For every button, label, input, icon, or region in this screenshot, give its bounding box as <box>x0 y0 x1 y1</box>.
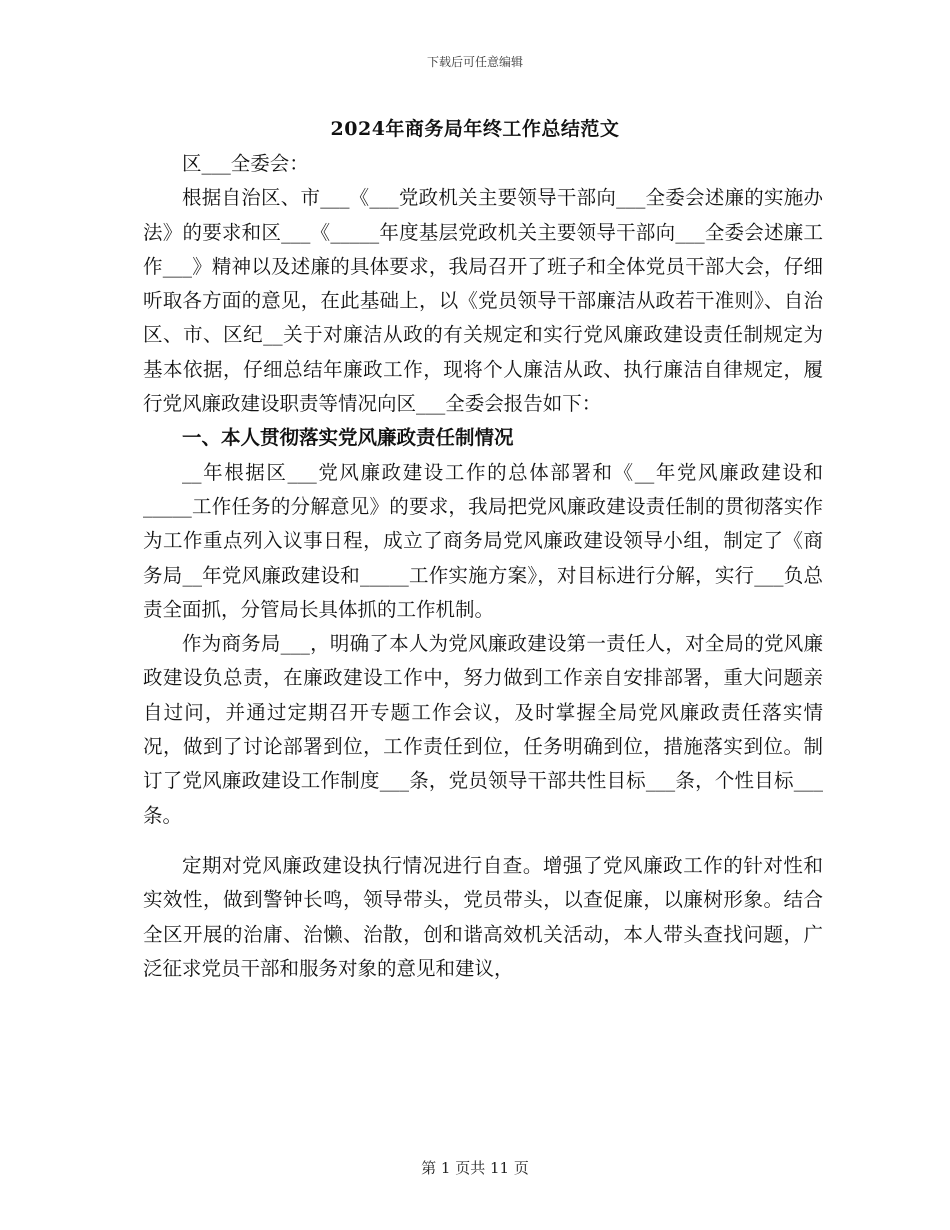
document-body <box>143 147 823 986</box>
paragraph-role: 作为商务局___，明确了本人为党风廉政建设第一责任人，对全局的党风廉政建设负总责，在廉政建设工作中，努力做到工作亲自安排部署，重大问题亲自过问，并通过定期召开专题工作会议，及时掌握全局党风廉政责任落实情况，做到了讨论部署到位，工作责任到位，任务明确到位，措施落实到位。制订了党风廉政建设工作制度___条，党员领导干部共性目标___条，个性目标___条。 <box>143 632 823 827</box>
header-note: 下载后可任意编辑 <box>426 55 523 69</box>
section-heading: 一、本人贯彻落实党风廉政责任制情况 <box>182 426 514 450</box>
page-number: 第 1 页共 11 页 <box>421 1159 529 1177</box>
paragraph-intro: 根据自治区、市___《___党政机关主要领导干部向___全委会述廉的实施办法》的要求和区___《_____年度基层党政机关主要领导干部向___全委会述廉工作___》精神以及述廉的具体要求，我局召开了班子和全体党员干部大会，仔细听取各方面的意见，在此基础上，以《党员领导干部廉洁从政若干准则》、自治区、市、区纪__关于对廉洁从政的有关规定和实行党风廉政建设责任制规定为基本依据，仔细总结年廉政工作，现将个人廉洁从政、执行廉洁自律规定，履行党风廉政建设职责等情况向区___全委会报告如下： <box>143 186 823 416</box>
document-title: 2024年商务局年终工作总结范文 <box>330 118 620 140</box>
paragraph-responsibility: __年根据区___党风廉政建设工作的总体部署和《__年党风廉政建设和_____工作任务的分解意见》的要求，我局把党风廉政建设责任制的贯彻落实作为工作重点列入议事日程，成立了商务局党风廉政建设领导小组，制定了《商务局__年党风廉政建设和_____工作实施方案》，对目标进行分解，实行___负总责全面抓，分管局长具体抓的工作机制。 <box>143 460 823 621</box>
paragraph-self-check: 定期对党风廉政建设执行情况进行自查。增强了党风廉政工作的针对性和实效性，做到警钟长鸣，领导带头，党员带头，以查促廉，以廉树形象。结合全区开展的治庸、治懒、治散，创和谐高效机关活动，本人带头查找问题，广泛征求党员干部和服务对象的意见和建议， <box>143 853 823 980</box>
salutation: 区___全委会： <box>182 152 309 175</box>
paragraph-gap <box>143 833 823 849</box>
